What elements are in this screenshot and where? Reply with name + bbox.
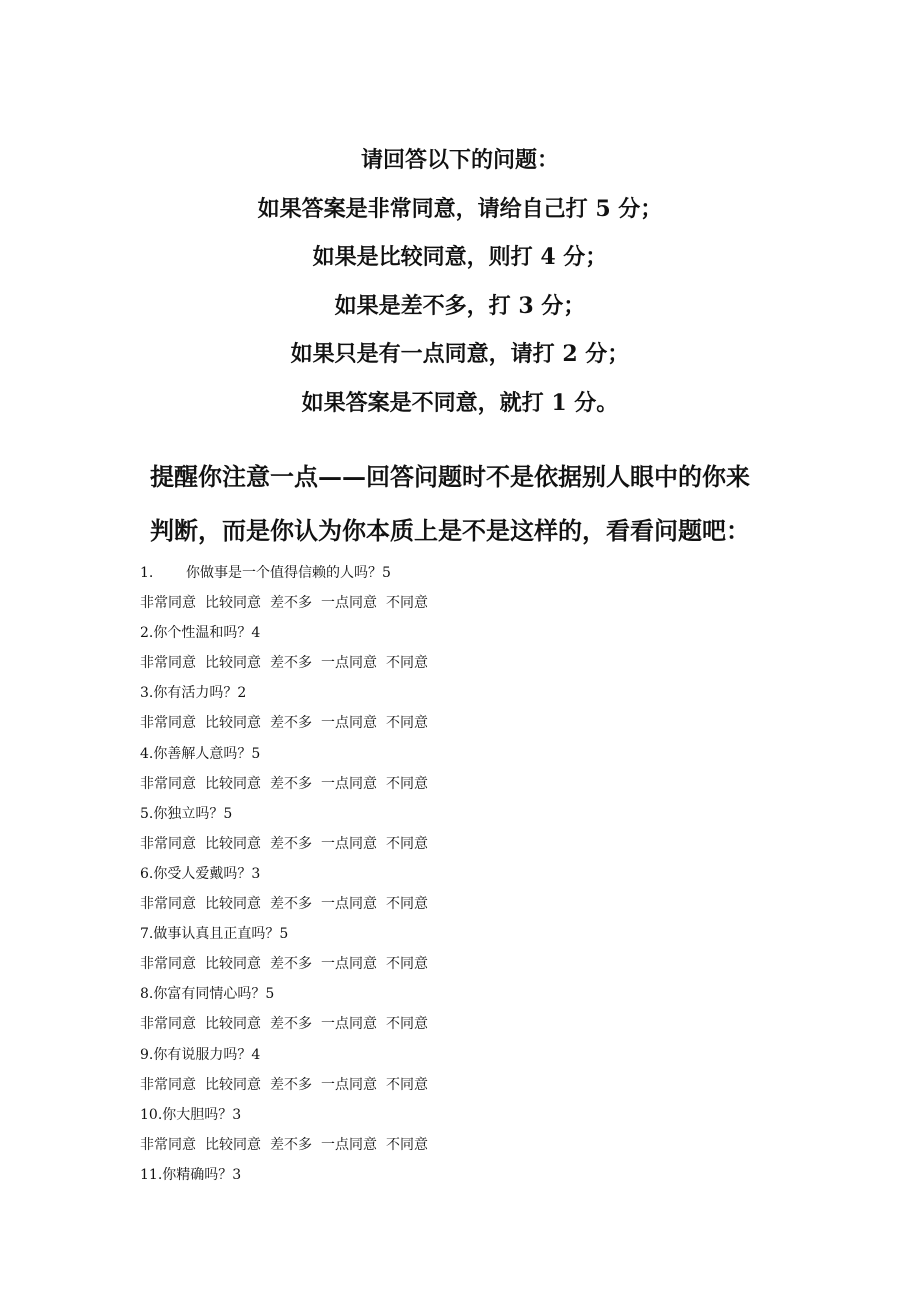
question-item bbox=[140, 739, 800, 769]
answer-option: 差不多 bbox=[270, 595, 312, 612]
question-item bbox=[140, 979, 800, 1009]
answer-option: 差不多 bbox=[270, 1076, 312, 1093]
answer-option: 一点同意 bbox=[321, 775, 377, 792]
instruction-score-5: 如果答案是非常同意，请给自己打 5 分； bbox=[257, 195, 663, 222]
reminder-line: 判断，而是你认为你本质上是不是这样的，看看问题吧： bbox=[150, 516, 750, 545]
question-text: 做事认真且正直吗？5 bbox=[153, 926, 289, 943]
question-list bbox=[140, 558, 800, 1190]
answer-option: 比较同意 bbox=[205, 715, 261, 732]
answer-option: 一点同意 bbox=[321, 956, 377, 973]
answer-options bbox=[140, 949, 800, 979]
answer-option: 比较同意 bbox=[205, 595, 261, 612]
answer-options bbox=[140, 889, 800, 919]
answer-option: 不同意 bbox=[386, 1076, 428, 1093]
answer-options bbox=[140, 1009, 800, 1039]
question-number: 7. bbox=[140, 926, 154, 943]
answer-option: 非常同意 bbox=[140, 956, 196, 973]
question-text: 你做事是一个值得信赖的人吗？5 bbox=[186, 565, 391, 581]
question-number: 1. bbox=[140, 565, 154, 581]
answer-option: 差不多 bbox=[270, 775, 312, 792]
instruction-score-3: 如果是差不多，打 3 分； bbox=[334, 292, 586, 319]
answer-option: 比较同意 bbox=[205, 835, 261, 852]
question-text: 你有说服力吗？4 bbox=[153, 1046, 261, 1063]
answer-option: 比较同意 bbox=[205, 956, 261, 973]
answer-option: 一点同意 bbox=[321, 835, 377, 852]
answer-option: 一点同意 bbox=[321, 1136, 377, 1153]
answer-options bbox=[140, 1130, 800, 1160]
answer-option: 比较同意 bbox=[205, 896, 261, 913]
answer-option: 不同意 bbox=[386, 835, 428, 852]
instruction-score-4: 如果是比较同意，则打 4 分； bbox=[312, 244, 608, 270]
answer-options bbox=[140, 1070, 800, 1100]
question-item bbox=[140, 919, 800, 949]
instruction-score-1: 如果答案是不同意，就打 1 分。 bbox=[301, 389, 619, 416]
question-text: 你独立吗？5 bbox=[153, 805, 233, 822]
question-text: 你善解人意吗？5 bbox=[153, 745, 261, 762]
answer-option: 差不多 bbox=[270, 715, 312, 732]
reminder-block bbox=[150, 450, 790, 558]
question-text: 你个性温和吗？4 bbox=[153, 625, 261, 642]
answer-option: 不同意 bbox=[386, 1016, 428, 1033]
question-item bbox=[140, 1040, 800, 1070]
question-item bbox=[140, 558, 800, 588]
answer-option: 非常同意 bbox=[140, 655, 196, 672]
question-item bbox=[140, 799, 800, 829]
question-item bbox=[140, 859, 800, 889]
question-number: 2. bbox=[140, 625, 154, 642]
answer-option: 不同意 bbox=[386, 775, 428, 792]
answer-option: 差不多 bbox=[270, 896, 312, 913]
instructions-block bbox=[0, 136, 920, 427]
answer-option: 差不多 bbox=[270, 1016, 312, 1033]
instruction-score-2: 如果只是有一点同意，请打 2 分； bbox=[290, 341, 630, 367]
answer-options bbox=[140, 708, 800, 738]
answer-options bbox=[140, 829, 800, 859]
question-item bbox=[140, 618, 800, 648]
question-number: 3. bbox=[140, 685, 154, 702]
answer-options bbox=[140, 588, 800, 618]
answer-option: 差不多 bbox=[270, 655, 312, 672]
answer-option: 差不多 bbox=[270, 835, 312, 852]
answer-option: 非常同意 bbox=[140, 595, 196, 612]
question-text: 你精确吗？3 bbox=[162, 1166, 242, 1183]
answer-option: 非常同意 bbox=[140, 1136, 196, 1153]
instruction-title: 请回答以下的问题： bbox=[360, 147, 559, 173]
answer-option: 非常同意 bbox=[140, 775, 196, 792]
answer-option: 差不多 bbox=[270, 956, 312, 973]
answer-option: 一点同意 bbox=[321, 595, 377, 612]
question-item bbox=[140, 1100, 800, 1130]
question-number: 6. bbox=[140, 865, 154, 882]
question-number: 10. bbox=[140, 1106, 163, 1123]
answer-option: 一点同意 bbox=[321, 896, 377, 913]
answer-options bbox=[140, 648, 800, 678]
answer-option: 非常同意 bbox=[140, 1016, 196, 1033]
question-number: 4. bbox=[140, 745, 154, 762]
answer-option: 比较同意 bbox=[205, 775, 261, 792]
answer-option: 非常同意 bbox=[140, 835, 196, 852]
answer-option: 比较同意 bbox=[205, 1136, 261, 1153]
answer-option: 不同意 bbox=[386, 655, 428, 672]
question-item bbox=[140, 1160, 800, 1190]
question-number: 9. bbox=[140, 1046, 154, 1063]
question-text: 你富有同情心吗？5 bbox=[153, 986, 275, 1003]
answer-option: 不同意 bbox=[386, 1136, 428, 1153]
answer-option: 非常同意 bbox=[140, 715, 196, 732]
answer-option: 非常同意 bbox=[140, 896, 196, 913]
answer-options bbox=[140, 769, 800, 799]
question-text: 你受人爱戴吗？3 bbox=[153, 865, 261, 882]
question-number: 5. bbox=[140, 805, 154, 822]
answer-option: 差不多 bbox=[270, 1136, 312, 1153]
reminder-line: 提醒你注意一点——回答问题时不是依据别人眼中的你来 bbox=[150, 462, 750, 491]
answer-option: 一点同意 bbox=[321, 1016, 377, 1033]
answer-option: 不同意 bbox=[386, 715, 428, 732]
question-number: 8. bbox=[140, 986, 154, 1003]
answer-option: 不同意 bbox=[386, 956, 428, 973]
answer-option: 非常同意 bbox=[140, 1076, 196, 1093]
answer-option: 不同意 bbox=[386, 896, 428, 913]
answer-option: 比较同意 bbox=[205, 655, 261, 672]
answer-option: 比较同意 bbox=[205, 1076, 261, 1093]
answer-option: 一点同意 bbox=[321, 715, 377, 732]
question-item bbox=[140, 678, 800, 708]
answer-option: 不同意 bbox=[386, 595, 428, 612]
question-text: 你有活力吗？2 bbox=[153, 685, 247, 702]
answer-option: 一点同意 bbox=[321, 655, 377, 672]
answer-option: 比较同意 bbox=[205, 1016, 261, 1033]
question-number: 11. bbox=[140, 1166, 163, 1183]
question-text: 你大胆吗？3 bbox=[162, 1106, 242, 1123]
answer-option: 一点同意 bbox=[321, 1076, 377, 1093]
